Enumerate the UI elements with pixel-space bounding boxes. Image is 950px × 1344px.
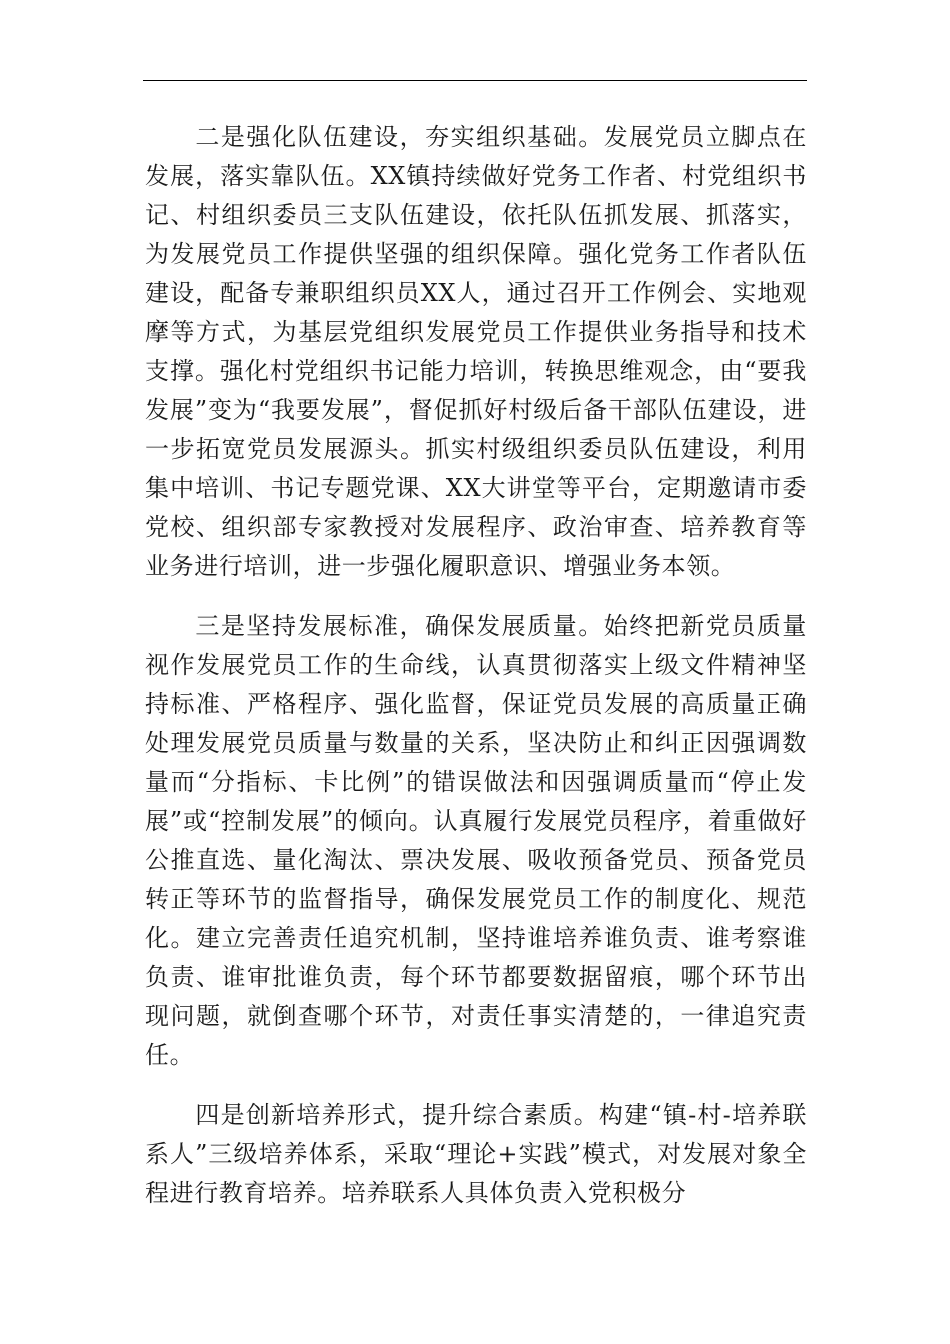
paragraph-development-standard: 三是坚持发展标准，确保发展质量。始终把新党员质量视作发展党员工作的生命线，认真贯彻落实上级文件精神坚持标准、严格程序、强化监督，保证党员发展的高质量正确处理发展党员质量与数量的关系，坚决防止和纠正因强调数量而“分指标、卡比例”的错误做法和因强调质量而“停止发展”或“控制发展”的倾向。认真履行发展党员程序，着重做好公推直选、量化淘汰、票决发展、吸收预备党员、预备党员转正等环节的监督指导，确保发展党员工作的制度化、规范化。建立完善责任追究机制，坚持谁培养谁负责、谁考察谁负责、谁审批谁负责，每个环节都要数据留痕，哪个环节出现问题，就倒查哪个环节，对责任事实清楚的，一律追究责任。 [145,612,807,1069]
paragraph-strengthen-team: 二是强化队伍建设，夯实组织基础。发展党员立脚点在发展，落实靠队伍。XX镇持续做好党务工作者、村党组织书记、村组织委员三支队伍建设，依托队伍抓发展、抓落实，为发展党员工作提供坚强的组织保障。强化党务工作者队伍建设，配备专兼职组织员XX人，通过召开工作例会、实地观摩等方式，为基层党组织发展党员工作提供业务指导和技术支撑。强化村党组织书记能力培训，转换思维观念，由“要我发展”变为“我要发展”，督促抓好村级后备干部队伍建设，进一步拓宽党员发展源头。抓实村级组织委员队伍建设，利用集中培训、书记专题党课、XX大讲堂等平台，定期邀请市委党校、组织部专家教授对发展程序、政治审查、培养教育等业务进行培训，进一步强化履职意识、增强业务本领。 [145,123,807,580]
header-rule [143,80,807,81]
document-body [145,118,807,1234]
paragraph-training-innovation: 四是创新培养形式，提升综合素质。构建“镇-村-培养联系人”三级培养体系，采取“理论+实践”模式，对发展对象全程进行教育培养。培养联系人具体负责入党积极分 [145,1101,807,1207]
